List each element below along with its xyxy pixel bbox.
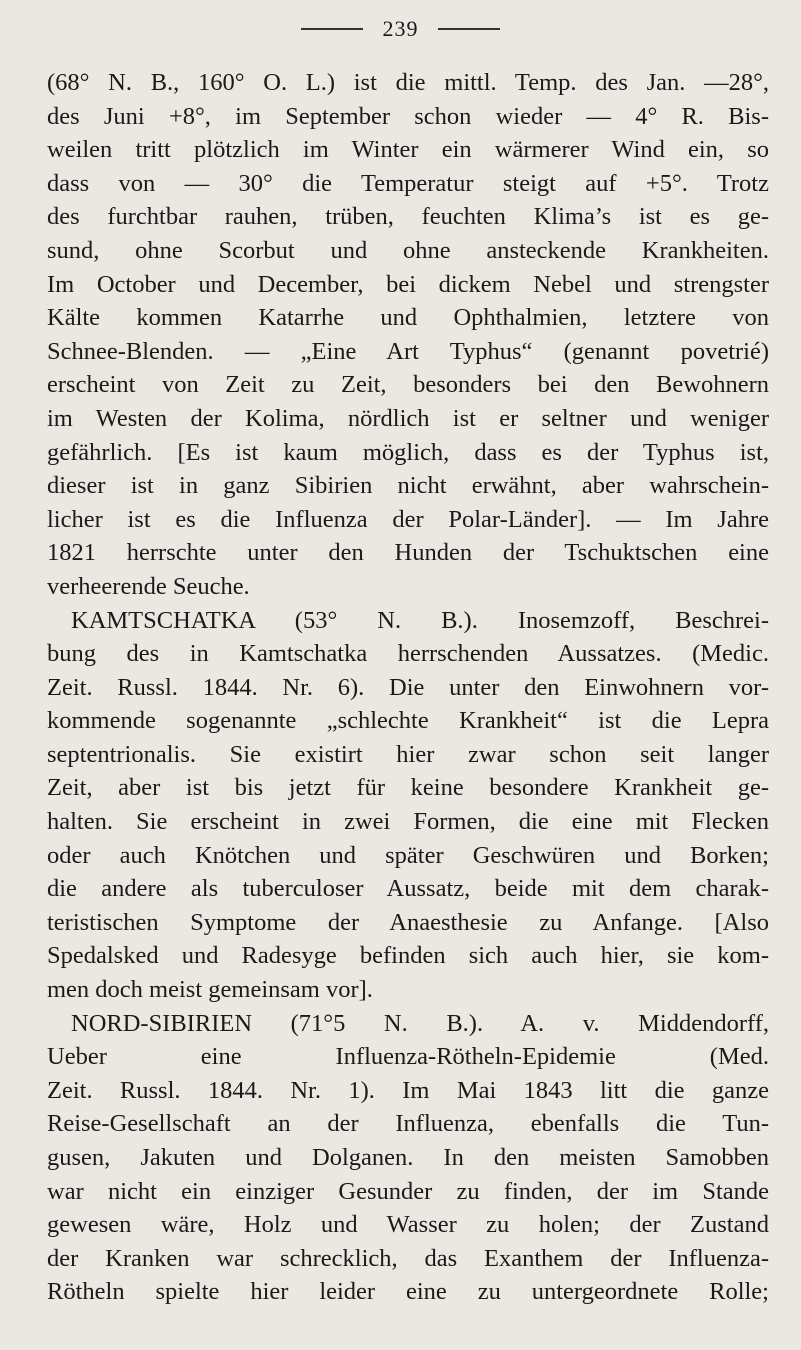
page-header xyxy=(0,16,801,56)
text-line: Zeit. Russl. 1844. Nr. 6). Die unter den Einwohnern vor- xyxy=(47,673,769,701)
text-line: 1821 herrschte unter den Hunden der Tschuktschen eine xyxy=(47,539,769,567)
text-line: die andere als tuberculoser Aussatz, beide mit dem charak- xyxy=(47,875,769,903)
text-line: halten. Sie erscheint in zwei Formen, die eine mit Flecken xyxy=(47,808,769,836)
text-line: war nicht ein einziger Gesunder zu finden, der im Stande xyxy=(47,1177,769,1205)
text-line: licher ist es die Influenza der Polar-Länder]. — Im Jahre xyxy=(47,505,769,533)
text-line: verheerende Seuche. xyxy=(47,572,250,600)
text-line: Reise-Gesellschaft an der Influenza, ebenfalls die Tun- xyxy=(47,1110,769,1138)
text-line: men doch meist gemeinsam vor]. xyxy=(47,976,373,1004)
text-line: Im October und December, bei dickem Nebel und strengster xyxy=(47,270,769,298)
header-rule-right xyxy=(438,28,500,30)
text-line: Zeit. Russl. 1844. Nr. 1). Im Mai 1843 litt die ganze xyxy=(47,1076,769,1104)
text-line: Kälte kommen Katarrhe und Ophthalmien, letztere von xyxy=(47,304,769,332)
text-line: NORD-SIBIRIEN (71°5 N. B.). A. v. Middendorff, xyxy=(71,1009,769,1037)
text-line: KAMTSCHATKA (53° N. B.). Inosemzoff, Beschrei- xyxy=(71,606,769,634)
text-line: dieser ist in ganz Sibirien nicht erwähnt, aber wahrschein- xyxy=(47,472,769,500)
text-line: (68° N. B., 160° O. L.) ist die mittl. Temp. des Jan. —28°, xyxy=(47,69,769,96)
text-line: Zeit, aber ist bis jetzt für keine besondere Krankheit ge- xyxy=(47,774,769,802)
text-line: gusen, Jakuten und Dolganen. In den meisten Samobben xyxy=(47,1144,769,1171)
text-line: weilen tritt plötzlich im Winter ein wärmerer Wind ein, so xyxy=(47,136,769,164)
text-line: Rötheln spielte hier leider eine zu untergeordnete Rolle; xyxy=(47,1278,769,1306)
text-line: im Westen der Kolima, nördlich ist er seltner und weniger xyxy=(47,404,769,432)
text-line: gewesen wäre, Holz und Wasser zu holen; der Zustand xyxy=(47,1211,769,1239)
text-line: gefährlich. [Es ist kaum möglich, dass es der Typhus ist, xyxy=(47,438,769,466)
text-line: oder auch Knötchen und später Geschwüren und Borken; xyxy=(47,841,769,869)
text-line: des Juni +8°, im September schon wieder — 4° R. Bis- xyxy=(47,102,769,130)
text-line: Schnee-Blenden. — „Eine Art Typhus“ (genannt povetrié) xyxy=(47,337,769,365)
text-line: Ueber eine Influenza-Rötheln-Epidemie (Med. xyxy=(47,1043,769,1071)
text-line: erscheint von Zeit zu Zeit, besonders bei den Bewohnern xyxy=(47,371,769,399)
body-text xyxy=(47,66,769,1309)
header-rule-left xyxy=(301,28,363,30)
page-number: 239 xyxy=(382,16,419,41)
text-line: dass von — 30° die Temperatur steigt auf +5°. Trotz xyxy=(47,169,769,197)
text-line: sund, ohne Scorbut und ohne ansteckende Krankheiten. xyxy=(47,236,769,264)
text-line: bung des in Kamtschatka herrschenden Aussatzes. (Medic. xyxy=(47,640,769,668)
text-line: des furchtbar rauhen, trüben, feuchten Klima’s ist es ge- xyxy=(47,203,769,231)
text-line: septentrionalis. Sie existirt hier zwar schon seit langer xyxy=(47,740,769,768)
text-line: der Kranken war schrecklich, das Exanthem der Influenza- xyxy=(47,1244,769,1272)
text-line: Spedalsked und Radesyge befinden sich auch hier, sie kom- xyxy=(47,942,769,970)
text-line: teristischen Symptome der Anaesthesie zu Anfange. [Also xyxy=(47,908,769,936)
text-line: kommende sogenannte „schlechte Krankheit“ ist die Lepra xyxy=(47,707,769,735)
